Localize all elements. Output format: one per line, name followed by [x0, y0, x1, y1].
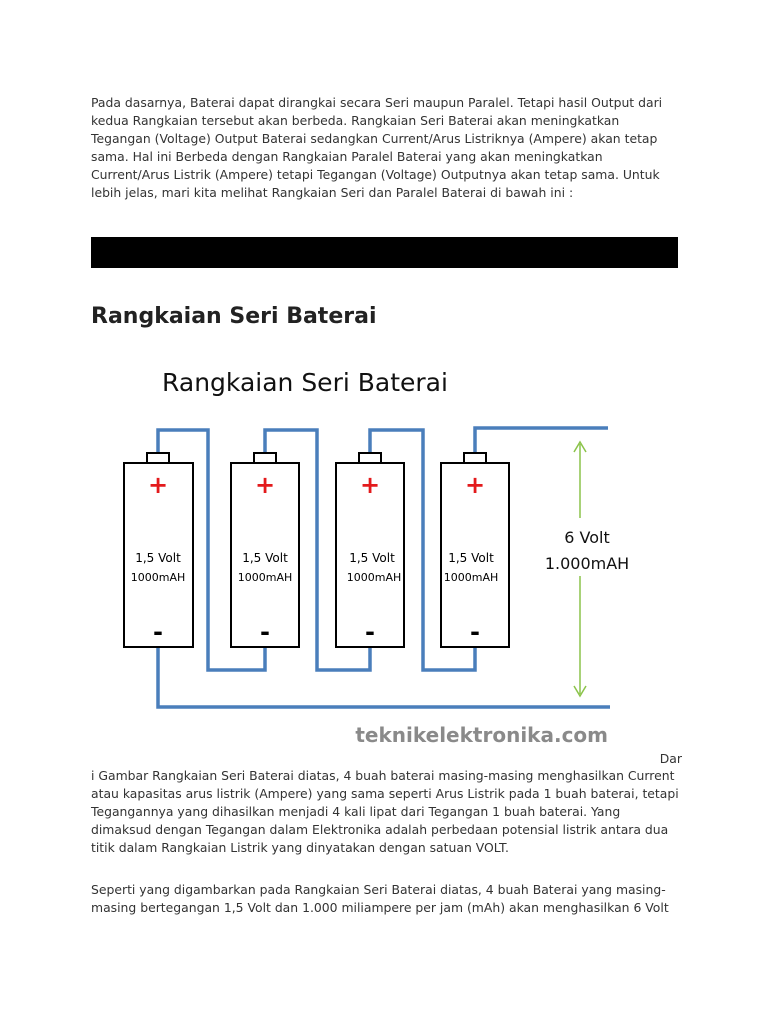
section-heading: Rangkaian Seri Baterai — [91, 304, 377, 329]
battery-4 — [441, 453, 509, 647]
black-banner — [91, 237, 678, 268]
watermark-text: teknikelektronika.com — [355, 723, 608, 747]
battery-terminal — [464, 453, 486, 463]
battery-voltage: 1,5 Volt — [349, 551, 395, 565]
plus-sign: + — [464, 471, 486, 499]
battery-capacity: 1000mAH — [443, 571, 499, 584]
minus-sign: - — [470, 618, 480, 646]
intro-paragraph: Pada dasarnya, Baterai dapat dirangkai secara Seri maupun Paralel. Tetapi hasil Output dari kedua Rangkaian tersebut akan berbeda. Rangkaian Seri Baterai akan meningkatkan Tegangan (Voltage) Output Baterai sedangkan Current/Arus Listriknya (Ampere) akan tetap sama. Hal ini Berbeda dengan Rangkaian Paralel Baterai yang akan meningkatkan Current/Arus Listrik (Ampere) tetapi Tegangan (Voltage) Outputnya akan tetap sama. Untuk lebih jelas, mari kita melihat Rangkaian Seri dan Paralel Baterai di bawah ini : — [91, 95, 663, 200]
battery-1 — [124, 453, 193, 647]
series-battery-diagram — [90, 350, 680, 760]
minus-sign: - — [153, 618, 163, 646]
battery-terminal — [254, 453, 276, 463]
plus-sign: + — [147, 471, 169, 499]
battery-terminal — [359, 453, 381, 463]
battery-3 — [336, 453, 404, 647]
battery-capacity: 1000mAH — [130, 571, 186, 584]
battery-terminal — [147, 453, 169, 463]
plus-sign: + — [359, 471, 381, 499]
battery-2 — [231, 453, 299, 647]
summary-paragraph: Seperti yang digambarkan pada Rangkaian Seri Baterai diatas, 4 buah Baterai yang masing-masing bertegangan 1,5 Volt dan 1.000 miliampere per jam (mAh) akan menghasilkan 6 Volt — [91, 882, 669, 915]
battery-voltage: 1,5 Volt — [448, 551, 494, 565]
output-capacity-label: 1.000mAH — [544, 554, 630, 573]
minus-sign: - — [365, 618, 375, 646]
explanation-paragraph: i Gambar Rangkaian Seri Baterai diatas, 4 buah baterai masing-masing menghasilkan Current atau kapasitas arus listrik (Ampere) yang sama seperti Arus Listrik pada 1 buah baterai, tetapi Tegangannya yang dihasilkan menjadi 4 kali lipat dari Tegangan 1 buah baterai. Yang dimaksud dengan Tegangan dalam Elektronika adalah perbedaan potensial listrik antara dua titik dalam Rangkaian Listrik yang dinyatakan dengan satuan VOLT. — [91, 768, 679, 855]
minus-sign: - — [260, 618, 270, 646]
battery-voltage: 1,5 Volt — [242, 551, 288, 565]
plus-sign: + — [254, 471, 276, 499]
battery-capacity: 1000mAH — [346, 571, 402, 584]
wire-output-top — [475, 428, 608, 453]
output-voltage-label: 6 Volt — [564, 528, 610, 547]
caption-lead: Dar — [659, 751, 682, 766]
battery-capacity: 1000mAH — [237, 571, 293, 584]
wire-output-bottom — [158, 647, 610, 707]
battery-voltage: 1,5 Volt — [135, 551, 181, 565]
diagram-title: Rangkaian Seri Baterai — [162, 368, 448, 397]
